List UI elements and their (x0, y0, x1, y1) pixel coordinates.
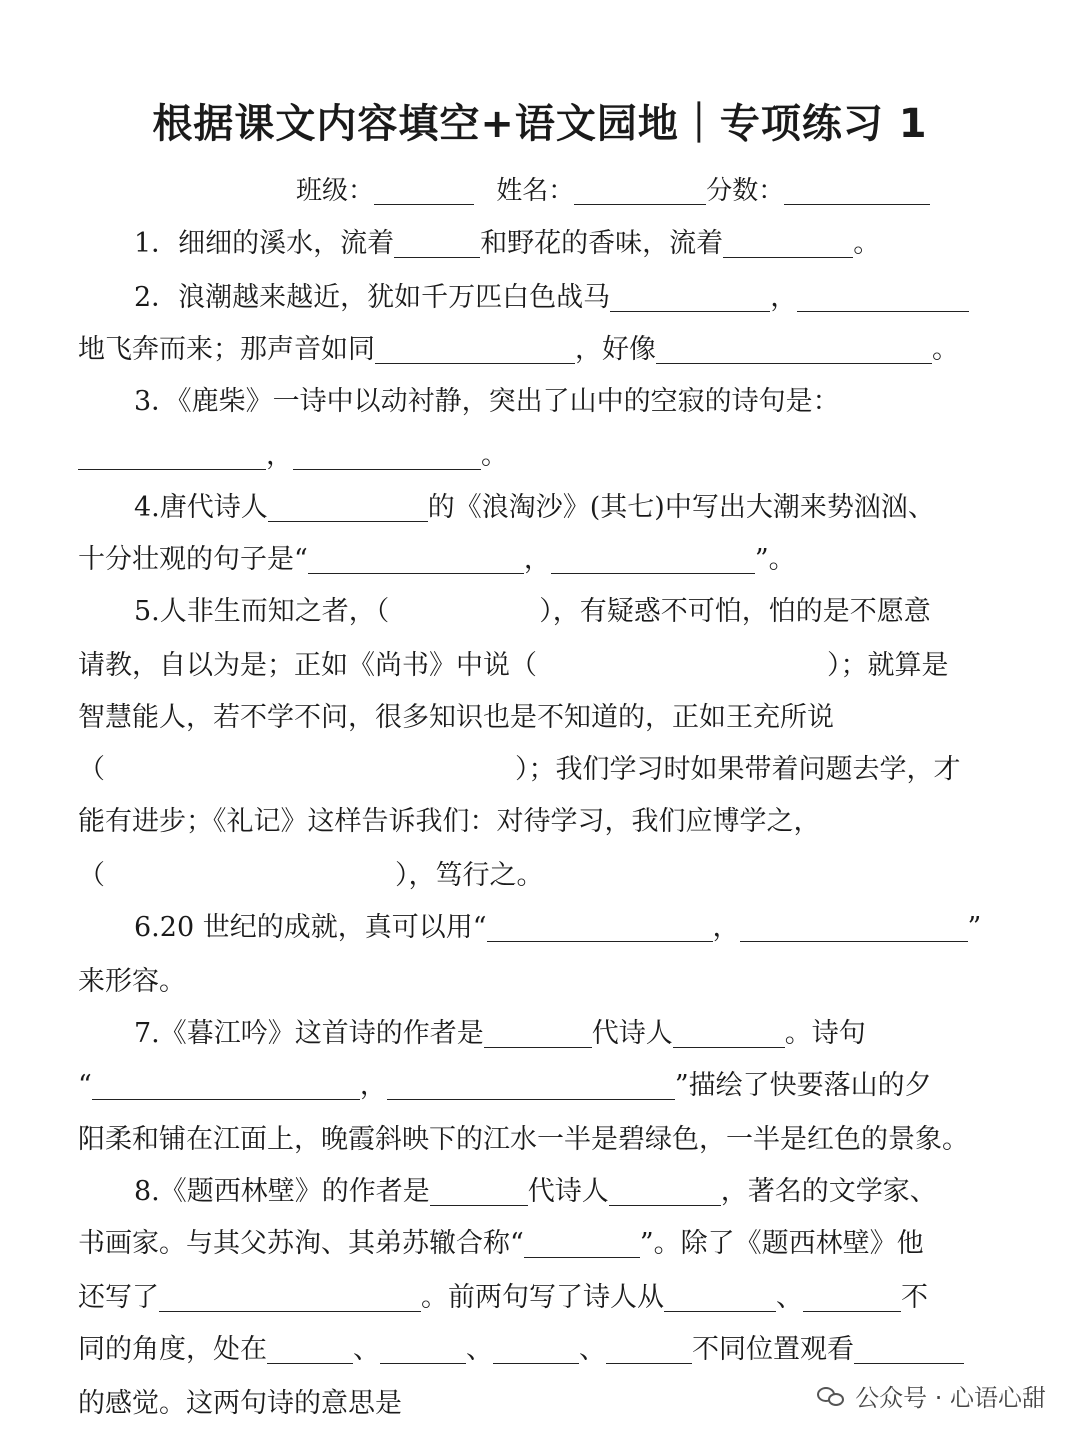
line-text: （ (78, 754, 105, 785)
exercise-line (134, 1178, 937, 1206)
exercise-line (134, 1020, 866, 1048)
exercise-line (78, 1230, 924, 1258)
line-text: 。 (932, 334, 959, 365)
line-text: 、 (466, 1334, 493, 1365)
exercise-line (78, 1390, 402, 1417)
exercise-line (134, 914, 981, 942)
exercise-line (78, 1284, 928, 1312)
line-text: ” (967, 912, 982, 943)
line-text: ”描绘了快要落山的夕 (674, 1070, 932, 1101)
fill-in-blank[interactable] (524, 1231, 640, 1258)
exercise-line (78, 756, 961, 783)
exercise-line (134, 388, 840, 415)
line-text: 不同位置观看 (692, 1334, 854, 1365)
exercise-line (78, 862, 544, 889)
line-text: 。前两句写了诗人从 (421, 1282, 664, 1313)
fill-in-blank[interactable] (375, 337, 575, 364)
line-text: ）；就算是 (827, 650, 949, 681)
line-text: 7.《暮江吟》这首诗的作者是 (134, 1018, 484, 1049)
line-text: ）；我们学习时如果带着问题去学，才 (515, 754, 961, 785)
line-text: 。 (853, 228, 881, 259)
line-text: 能有进步；《礼记》这样告诉我们：对待学习，我们应博学之， (78, 806, 821, 837)
line-text: 不 (901, 1282, 928, 1313)
fill-in-blank[interactable] (387, 1073, 675, 1100)
class-label: 班级： (296, 176, 375, 206)
fill-in-blank[interactable] (430, 1179, 528, 1206)
exercise-line (78, 704, 834, 731)
line-text: 。诗句 (784, 1018, 866, 1049)
line-text: ），有疑惑不可怕，怕的是不愿意 (539, 596, 931, 627)
exercise-line (78, 808, 821, 835)
fill-in-blank[interactable] (487, 915, 713, 942)
fill-in-blank[interactable] (394, 231, 480, 258)
watermark (817, 1378, 1046, 1413)
fill-in-blank[interactable] (673, 1021, 785, 1048)
line-text: “ (78, 1070, 92, 1101)
line-text: 1．细细的溪水，流着 (134, 228, 395, 259)
exercise-line (134, 494, 935, 522)
fill-in-blank[interactable] (854, 1337, 964, 1364)
exercise-line (78, 652, 949, 679)
fill-in-blank[interactable] (797, 285, 969, 312)
fill-in-blank[interactable] (656, 337, 932, 364)
exercise-line (134, 284, 969, 312)
fill-in-blank[interactable] (159, 1285, 421, 1312)
line-text: 请教，自以为是；正如《尚书》中说（ (78, 650, 537, 681)
line-text: 、 (353, 1334, 380, 1365)
fill-in-blank[interactable] (723, 231, 853, 258)
line-text: ，著名的文学家、 (720, 1176, 937, 1207)
fill-in-blank[interactable] (610, 285, 770, 312)
fill-in-blank[interactable] (493, 1337, 579, 1364)
fill-in-blank[interactable] (293, 443, 481, 470)
fill-in-blank[interactable] (664, 1285, 776, 1312)
exercise-line (78, 1072, 932, 1100)
line-text: 十分壮观的句子是“ (78, 544, 308, 575)
wechat-icon (817, 1385, 845, 1407)
score-label: 分数： (706, 176, 785, 206)
line-text: 、 (776, 1282, 803, 1313)
fill-in-blank[interactable] (803, 1285, 901, 1312)
line-text: ”。 (754, 544, 796, 575)
line-text: 智慧能人，若不学不问，很多知识也是不知道的，正如王充所说 (78, 702, 834, 733)
line-text: 阳柔和铺在江面上，晚霞斜映下的江水一半是碧绿色，一半是红色的景象。 (78, 1124, 969, 1155)
exercise-line (78, 1126, 969, 1153)
name-blank[interactable] (574, 178, 706, 205)
watermark-text: 公众号 · 心语心甜 (855, 1384, 1046, 1412)
page-title: 根据课文内容填空+语文园地｜专项练习 1 (152, 101, 928, 147)
exercise-line (78, 1336, 964, 1364)
line-text: 还写了 (78, 1282, 159, 1313)
name-label: 姓名： (496, 176, 575, 206)
line-text: 书画家。与其父苏洵、其弟苏辙合称“ (78, 1228, 524, 1259)
line-text: 的感觉。这两句诗的意思是 (78, 1388, 402, 1419)
line-text: 和野花的香味，流着 (480, 228, 724, 259)
line-text: ， (712, 912, 740, 943)
line-text: 6.20 世纪的成就，真可以用“ (134, 912, 487, 943)
line-text: 同的角度，处在 (78, 1334, 267, 1365)
line-text: 的《浪淘沙》(其七)中写出大潮来势汹汹、 (427, 492, 935, 523)
fill-in-blank[interactable] (606, 1337, 692, 1364)
line-text: ），笃行之。 (395, 860, 544, 891)
fill-in-blank[interactable] (268, 495, 428, 522)
score-blank[interactable] (784, 178, 930, 205)
line-text: ， (523, 544, 551, 575)
line-text: ， (770, 282, 798, 313)
fill-in-blank[interactable] (740, 915, 968, 942)
line-text: ， (359, 1070, 387, 1101)
fill-in-blank[interactable] (267, 1337, 353, 1364)
line-text: 来形容。 (78, 966, 186, 997)
exercise-line (134, 598, 931, 625)
line-text: 地飞奔而来；那声音如同 (78, 334, 375, 365)
line-text: 4.唐代诗人 (134, 492, 268, 523)
line-text: 5.人非生而知之者，（ (134, 596, 390, 627)
line-text: 。 (481, 440, 508, 471)
line-text: ， (266, 440, 293, 471)
student-info-row (296, 170, 930, 207)
fill-in-blank[interactable] (78, 443, 266, 470)
fill-in-blank[interactable] (308, 547, 524, 574)
exercise-line (78, 968, 186, 995)
line-text: 2．浪潮越来越近，犹如千万匹白色战马 (134, 282, 611, 313)
line-text: ”。除了《题西林壁》他 (639, 1228, 924, 1259)
line-text: 3．《鹿柴》一诗中以动衬静，突出了山中的空寂的诗句是： (134, 386, 840, 417)
fill-in-blank[interactable] (92, 1073, 360, 1100)
fill-in-blank[interactable] (551, 547, 755, 574)
exercise-line (134, 230, 880, 258)
exercise-line (78, 442, 508, 470)
line-text: 、 (579, 1334, 606, 1365)
line-text: 代诗人 (591, 1018, 673, 1049)
fill-in-blank[interactable] (380, 1337, 466, 1364)
fill-in-blank[interactable] (484, 1021, 592, 1048)
line-text: （ (78, 860, 105, 891)
exercise-line (78, 336, 959, 364)
line-text: ，好像 (575, 334, 656, 365)
line-text: 8.《题西林壁》的作者是 (134, 1176, 430, 1207)
exercise-line (78, 546, 796, 574)
fill-in-blank[interactable] (609, 1179, 721, 1206)
class-blank[interactable] (374, 178, 474, 205)
line-text: 代诗人 (527, 1176, 609, 1207)
